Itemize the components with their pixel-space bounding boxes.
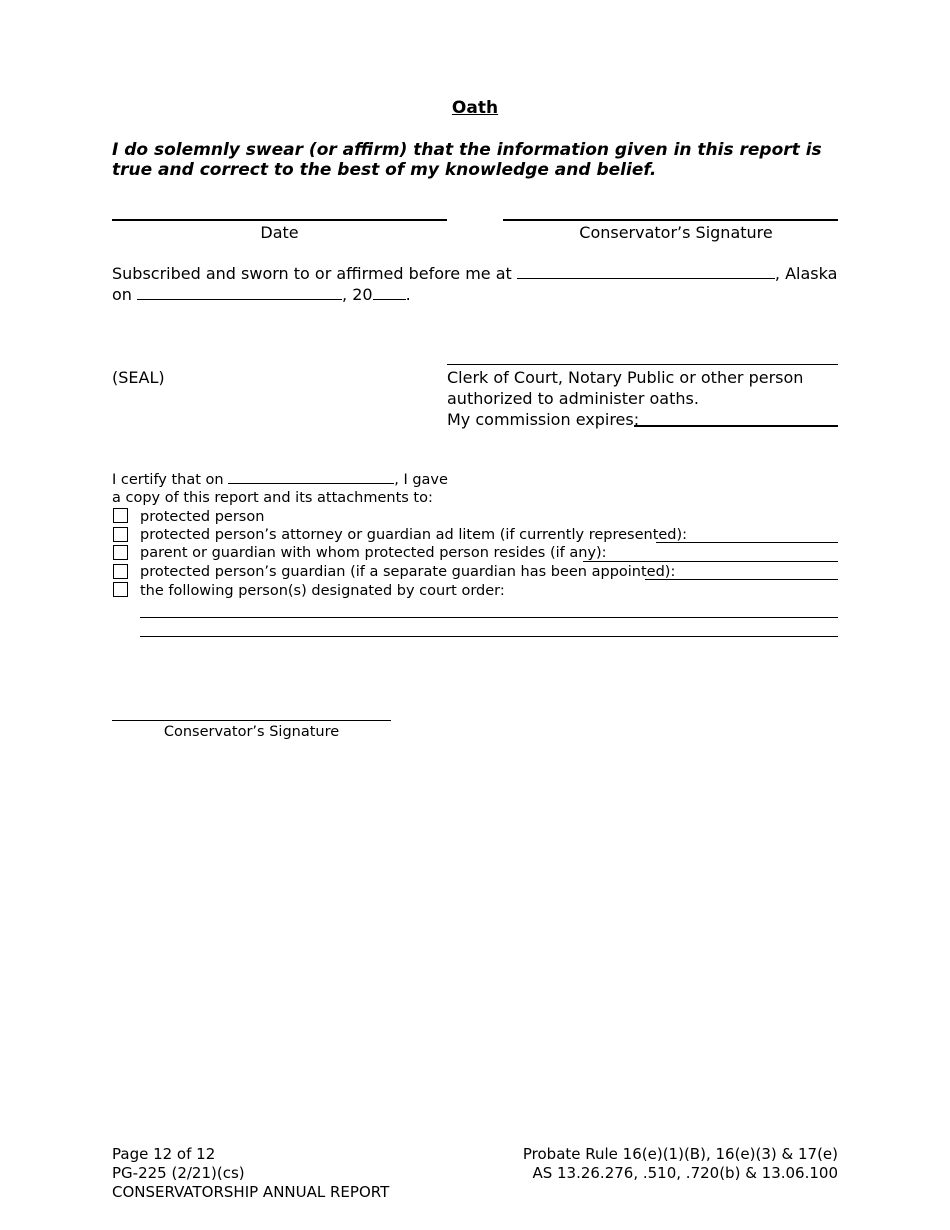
protected-person-checkbox[interactable] (113, 508, 128, 523)
commission-expires-line[interactable] (634, 425, 838, 427)
seal-label: (SEAL) (112, 368, 165, 387)
parent-guardian-name-line[interactable] (583, 561, 838, 562)
date-label: Date (260, 223, 299, 242)
clerk-signature-line[interactable] (447, 364, 838, 365)
year-prefix: , 20 (342, 285, 373, 304)
certify-prefix: I certify that on (112, 472, 224, 488)
conservator-signature-line[interactable] (503, 219, 838, 221)
option-protected-person: protected person (140, 509, 265, 525)
separate-guardian-name-line[interactable] (645, 579, 838, 580)
bottom-signature-line[interactable] (112, 720, 391, 721)
subscribed-line-2 (112, 285, 411, 305)
option-court-order: the following person(s) designated by court order: (140, 583, 505, 599)
sworn-date-blank[interactable] (137, 285, 342, 300)
option-attorney: protected person’s attorney or guardian ad litem (if currently represented): (140, 527, 688, 543)
footer-form-title: CONSERVATORSHIP ANNUAL REPORT (112, 1183, 390, 1201)
clerk-title-line-1: Clerk of Court, Notary Public or other person (447, 368, 804, 387)
location-blank[interactable] (517, 264, 775, 279)
parent-guardian-checkbox[interactable] (113, 545, 128, 560)
option-separate-guardian: protected person’s guardian (if a separate guardian has been appointed): (140, 564, 676, 580)
court-order-line-2[interactable] (140, 636, 838, 637)
footer-statute-reference: AS 13.26.276, .510, .720(b) & 13.06.100 (532, 1164, 838, 1182)
footer-rule-reference: Probate Rule 16(e)(1)(B), 16(e)(3) & 17(e) (522, 1145, 838, 1163)
court-order-line-1[interactable] (140, 617, 838, 618)
subscribed-alaska: , Alaska (774, 264, 838, 283)
year-blank[interactable] (373, 285, 406, 300)
attorney-checkbox[interactable] (113, 527, 128, 542)
footer-form-number: PG-225 (2/21)(cs) (112, 1164, 245, 1182)
attorney-name-line[interactable] (656, 542, 838, 543)
date-line[interactable] (112, 219, 447, 221)
oath-statement: I do solemnly swear (or affirm) that the information given in this report is true and correct to the best of my knowledge and belief. (112, 140, 822, 180)
page-title: Oath (451, 98, 499, 118)
commission-expires-label: My commission expires: (447, 410, 640, 429)
period: . (405, 285, 411, 304)
court-order-checkbox[interactable] (113, 582, 128, 597)
footer-page-number: Page 12 of 12 (112, 1145, 216, 1163)
certify-line-1 (112, 471, 448, 490)
on-label: on (112, 285, 132, 304)
subscribed-line-1 (112, 264, 837, 284)
clerk-title-line-2: authorized to administer oaths. (447, 389, 699, 408)
certify-date-blank[interactable] (228, 471, 394, 484)
option-parent-guardian: parent or guardian with whom protected person resides (if any): (140, 545, 607, 561)
certify-line-2: a copy of this report and its attachments to: (112, 490, 433, 506)
conservator-signature-label: Conservator’s Signature (579, 223, 773, 242)
bottom-signature-label: Conservator’s Signature (163, 724, 340, 740)
separate-guardian-checkbox[interactable] (113, 564, 128, 579)
subscribed-prefix: Subscribed and sworn to or affirmed before me at (112, 264, 512, 283)
certify-suffix: , I gave (394, 472, 448, 488)
